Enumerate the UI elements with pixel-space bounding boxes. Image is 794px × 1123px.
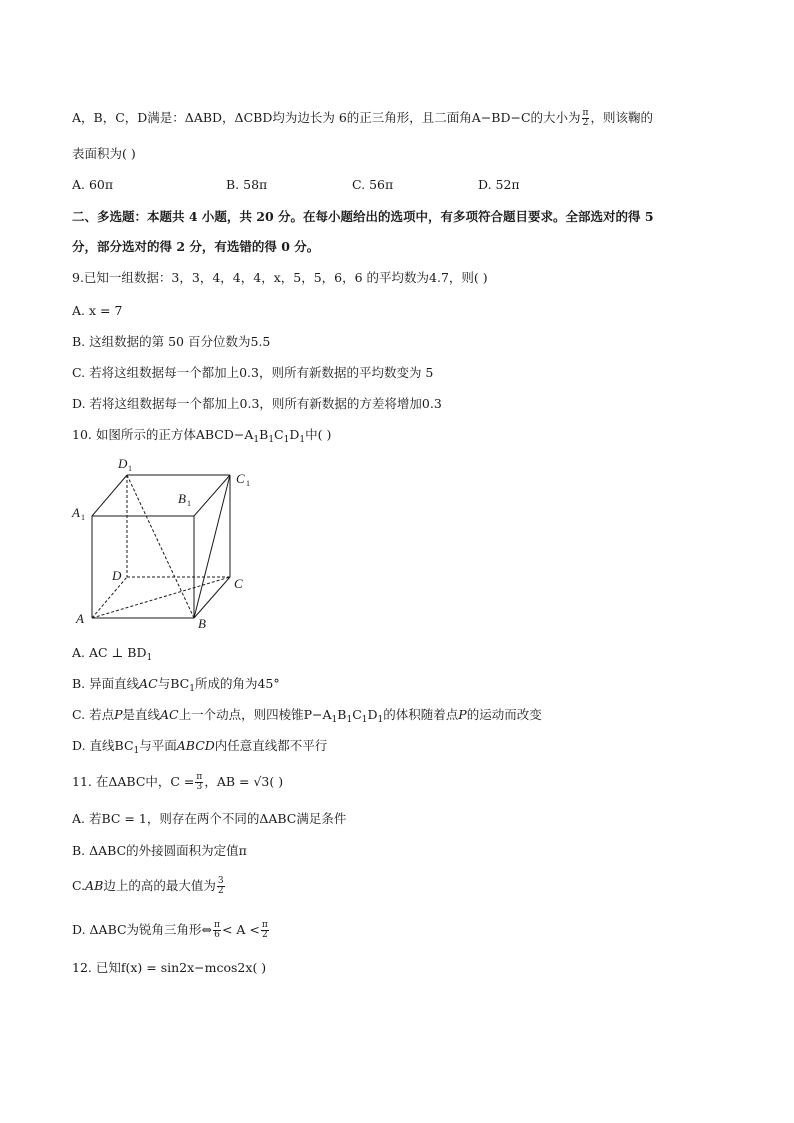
label-c: C [234,576,243,591]
q9-option-d: D. 若将这组数据每一个都加上0.3，则所有新数据的方差将增加0.3 [72,396,442,411]
q10-option-d: D. 直线$BC_1$与平面ABCD内任意直线都不平行 [72,738,328,756]
q12-stem: 12. 已知f(x) = sin2x−mcos2x( ) [72,960,267,975]
svg-text:1: 1 [187,499,191,508]
q9-stem: 9.已知一组数据：3，3，4，4，4，x，5，5，6，6 的平均数为4.7，则( ) [72,270,488,285]
label-a: A [76,611,84,626]
q10-option-a: A. AC ⊥ $BD_1$ [72,645,153,663]
q8-option-c: C. 56π [352,177,394,192]
edge-bc1 [194,475,230,618]
svg-text:1: 1 [128,464,132,473]
q11-option-a: A. 若BC = 1，则存在两个不同的ΔABC满足条件 [72,811,347,826]
edge-ac [92,577,230,618]
q10-stem: 10. 如图所示的正方体$ABCD-A_1B_1C_1D_1$中( ) [72,427,332,445]
q8-option-b: B. 58π [226,177,268,192]
q11-stem: 11. 在ΔABC中，C = $\frac{\pi}{3}$ ，AB = √3( ) [72,772,284,792]
q11-option-b: B. ΔABC的外接圆面积为定值π [72,843,247,858]
q9-option-c: C. 若将这组数据每一个都加上0.3，则所有新数据的平均数变为 5 [72,365,434,380]
q10-option-c: C. 若点P是直线AC上一个动点，则四棱锥$P-A_1B_1C_1D_1$的体积随着点P的运动而改变 [72,707,542,725]
q10-option-b: B. 异面直线AC与$BC_1$所成的角为45° [72,676,280,694]
q11-option-c: C.AB边上的高的最大值为 $\frac{3}{2}$ [72,876,224,896]
label-b1: B [178,491,186,506]
section2-heading: 二、多选题：本题共 4 小题，共 20 分。在每小题给出的选项中，有多项符合题目要求。全部选对的得 5 [72,209,654,224]
q11-option-d: D. ΔABC为锐角三角形⇔ $\frac{\pi}{6}$ < A < $\frac{\pi}{2}$ [72,920,268,940]
q8-line1 [72,109,653,128]
svg-text:1: 1 [246,479,250,488]
q8-text: A，B，C，D满是：ΔABD，ΔCBD均为边长为 6的正三角形，且二面角A−BD−C的大小为 [72,110,581,125]
section2-heading-cont: 分，部分选对的得 2 分，有选错的得 0 分。 [72,239,320,254]
q8-option-a: A. 60π [72,177,114,192]
q9-option-b: B. 这组数据的第 50 百分位数为5.5 [72,334,271,349]
q8-text-end: ，则该鞠的 [590,110,653,125]
q8-fraction: $\frac{\pi}{2}$ [582,108,589,128]
edge-a1d1 [92,475,127,516]
label-b: B [198,616,206,631]
label-c1: C [236,471,245,486]
q11-fraction: $\frac{\pi}{3}$ [196,772,203,792]
label-d1: D [118,456,128,471]
label-d: D [112,568,122,583]
q8-option-d: D. 52π [478,177,520,192]
cube-figure [70,452,270,632]
q9-option-a: A. x = 7 [72,303,123,318]
label-a1: A [72,505,80,520]
q8-line2: 表面积为( ) [72,146,136,161]
svg-text:1: 1 [81,513,85,522]
edge-ad [92,577,127,618]
